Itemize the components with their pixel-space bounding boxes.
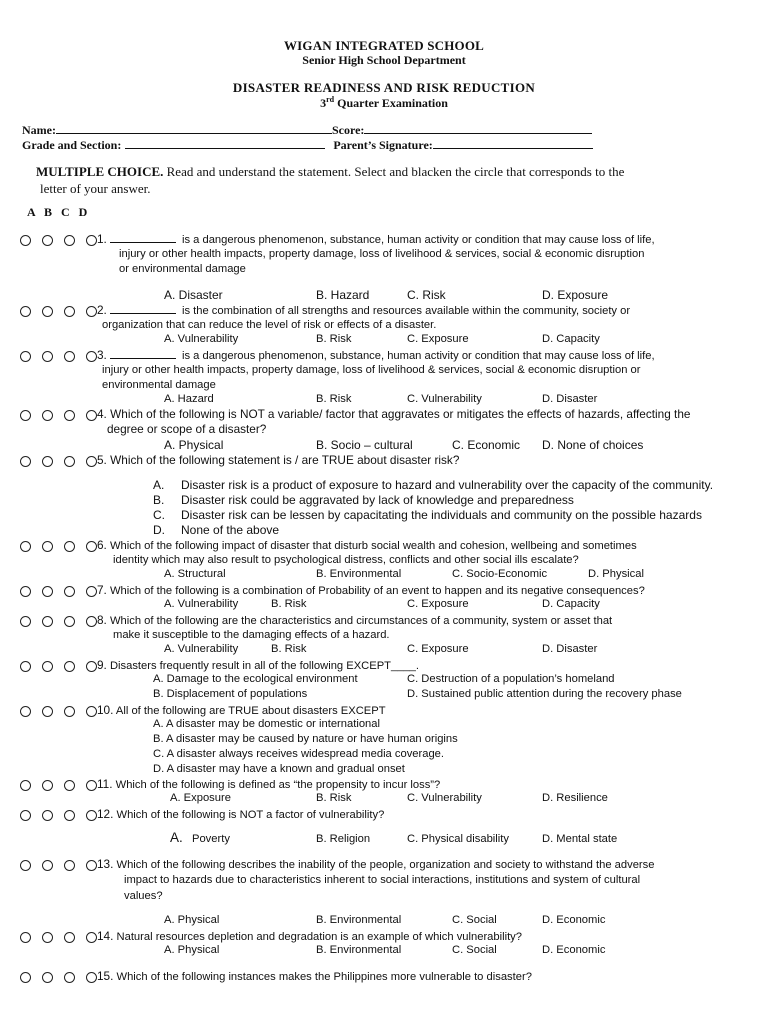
answer-bubbles [20, 585, 108, 600]
question-number: 15. [97, 969, 114, 983]
question-3-line2: injury or other health impacts, property damage, loss of livelihood & services, social & economic disruption or [102, 364, 641, 376]
choice-d: D. Disaster [542, 393, 598, 405]
bubble-d[interactable] [86, 706, 97, 717]
question-5-line1 [97, 453, 459, 468]
quarter-suffix: rd [326, 95, 335, 104]
choice-b: B. Risk [316, 333, 352, 345]
choice-b: Disaster risk could be aggravated by lack of knowledge and preparedness [181, 493, 574, 507]
bubble-b[interactable] [42, 661, 53, 672]
name-field[interactable] [56, 122, 332, 134]
bubble-c[interactable] [64, 932, 75, 943]
bubble-a[interactable] [20, 780, 31, 791]
bubble-d[interactable] [86, 306, 97, 317]
choice-c-letter: C. [153, 508, 165, 522]
bubble-d[interactable] [86, 780, 97, 791]
choice-a: A. Damage to the ecological environment [153, 673, 358, 685]
choice-a-letter: A. [153, 478, 165, 492]
choice-d: D. Capacity [542, 598, 600, 610]
question-text: is the combination of all strengths and resources available within the community, society or [181, 305, 631, 317]
choice-c: C. Social [452, 944, 497, 956]
choice-d: D. Economic [542, 914, 606, 926]
score-label: Score: [331, 123, 365, 137]
parent-signature-label: Parent’s Signature: [333, 138, 433, 152]
question-3-line1 [97, 348, 655, 364]
choice-d: D. Exposure [542, 288, 609, 302]
question-number: 4. [97, 407, 107, 421]
answer-bubbles [20, 350, 108, 365]
choice-b: B. Socio – cultural [316, 438, 413, 452]
answer-bubbles [20, 931, 108, 946]
bubble-b[interactable] [42, 456, 53, 467]
bubble-a[interactable] [20, 456, 31, 467]
bubble-d[interactable] [86, 541, 97, 552]
choice-d: D. Economic [542, 944, 606, 956]
answer-bubbles [20, 455, 108, 470]
choice-b: B. Religion [316, 833, 371, 845]
bubble-a[interactable] [20, 932, 31, 943]
bubble-a[interactable] [20, 235, 31, 246]
bubble-d[interactable] [86, 932, 97, 943]
question-9-line1 [97, 658, 419, 674]
question-11-line1 [97, 777, 440, 793]
choice-c: C. Social [452, 914, 497, 926]
bubble-c[interactable] [64, 586, 75, 597]
bubble-b[interactable] [42, 932, 53, 943]
question-number: 8. [97, 613, 107, 627]
bubble-b[interactable] [42, 306, 53, 317]
question-text: Disasters frequently result in all of the following EXCEPT____. [109, 660, 420, 672]
answer-bubbles [20, 971, 108, 986]
choice-c: C. Socio-Economic [452, 568, 548, 580]
question-number: 11. [97, 777, 113, 791]
choice-d: D. Physical [588, 568, 644, 580]
question-2-line2: organization that can reduce the level of risk or effects of a disaster. [102, 319, 437, 331]
question-10-line1 [97, 703, 386, 719]
choice-a: A. Physical [164, 944, 220, 956]
question-number: 7. [97, 583, 107, 597]
quarter-text: Quarter Examination [337, 96, 448, 110]
bubble-c[interactable] [64, 616, 75, 627]
choice-a: Disaster risk is a product of exposure to hazard and vulnerability over the capacity of the community. [181, 478, 714, 492]
question-text: Which of the following is NOT a variable/ factor that aggravates or mitigates the effects of hazards, affecting the [110, 407, 691, 421]
answer-bubbles [20, 779, 108, 794]
answer-column-header: A B C D [27, 205, 88, 219]
question-13-line3: values? [124, 890, 163, 902]
bubble-b[interactable] [42, 810, 53, 821]
name-row [22, 122, 592, 138]
choice-b: B. A disaster may be caused by nature or have human origins [153, 733, 458, 745]
instructions-line1 [36, 164, 624, 180]
choice-d: D. Mental state [542, 833, 618, 845]
question-1-line3: or environmental damage [119, 263, 246, 275]
choice-d-letter: D. [153, 523, 165, 537]
instructions-text1: Read and understand the statement. Select and blacken the circle that corresponds to the [166, 164, 625, 179]
question-text: Which of the following is defined as “the propensity to incur loss”? [115, 779, 441, 791]
choice-c: C. A disaster always receives widespread media coverage. [153, 748, 445, 760]
bubble-c[interactable] [64, 810, 75, 821]
question-number: 14. [97, 929, 114, 943]
bubble-c[interactable] [64, 972, 75, 983]
choice-a: A. Physical [164, 438, 224, 452]
bubble-c[interactable] [64, 456, 75, 467]
choice-a: A. Vulnerability [164, 598, 239, 610]
choice-b: B. Displacement of populations [153, 688, 308, 700]
question-number: 5. [97, 453, 107, 467]
question-text: Which of the following are the characteristics and circumstances of a community, system or asset that [109, 615, 613, 627]
choice-c: C. Exposure [407, 333, 469, 345]
grade-row [22, 137, 593, 153]
choice-c: Disaster risk can be lessen by capacitating the individuals and community on the possible hazards [181, 508, 702, 522]
bubble-b[interactable] [42, 586, 53, 597]
bubble-a[interactable] [20, 860, 31, 871]
choice-a: Poverty [192, 833, 230, 845]
bubble-a[interactable] [20, 810, 31, 821]
choice-c: C. Economic [452, 438, 521, 452]
question-8-line2: make it susceptible to the damaging effects of a hazard. [113, 629, 390, 641]
question-6-line1 [97, 538, 637, 554]
question-number: 12. [97, 807, 114, 821]
bubble-a[interactable] [20, 661, 31, 672]
bubble-b[interactable] [42, 541, 53, 552]
question-3-line3: environmental damage [102, 379, 216, 391]
question-text: Which of the following is NOT a factor of vulnerability? [116, 809, 385, 821]
choice-a: A. Vulnerability [164, 643, 239, 655]
question-2-line1 [97, 303, 630, 319]
question-text: Which of the following is a combination of Probability of an event to happen and its negative consequences? [109, 585, 645, 597]
choice-d: D. Disaster [542, 643, 598, 655]
bubble-c[interactable] [64, 306, 75, 317]
answer-bubbles [20, 305, 108, 320]
question-number: 13. [97, 857, 114, 871]
question-1-line2: injury or other health impacts, property damage, loss of livelihood & services, social & economic disruption [119, 248, 645, 260]
answer-bubbles [20, 234, 108, 249]
bubble-a[interactable] [20, 586, 31, 597]
choice-d: None of the above [181, 523, 280, 537]
bubble-d[interactable] [86, 661, 97, 672]
choice-b: B. Risk [271, 643, 307, 655]
question-text: All of the following are TRUE about disasters EXCEPT [115, 705, 386, 717]
bubble-d[interactable] [86, 972, 97, 983]
question-7-line1 [97, 583, 645, 599]
choice-d: D. Resilience [542, 792, 608, 804]
choice-c: C. Exposure [407, 598, 469, 610]
bubble-d[interactable] [86, 586, 97, 597]
quarter-title [0, 95, 768, 111]
bubble-a[interactable] [20, 541, 31, 552]
question-text: is a dangerous phenomenon, substance, human activity or condition that may cause loss of life, [181, 234, 655, 246]
choice-c: C. Vulnerability [407, 393, 482, 405]
bubble-c[interactable] [64, 780, 75, 791]
choice-b: B. Risk [316, 792, 352, 804]
question-text: is a dangerous phenomenon, substance, human activity or condition that may cause loss of life, [181, 350, 655, 362]
bubble-a[interactable] [20, 306, 31, 317]
answer-blank [110, 232, 176, 243]
answer-bubbles [20, 809, 108, 824]
question-15-line1 [97, 969, 532, 985]
answer-bubbles [20, 615, 108, 630]
choice-b-letter: B. [153, 493, 165, 507]
choice-d: D. A disaster may have a known and gradual onset [153, 763, 405, 775]
grade-section-field[interactable] [125, 137, 325, 149]
bubble-c[interactable] [64, 541, 75, 552]
question-13-line1 [97, 857, 654, 873]
choice-a: A. Disaster [164, 288, 223, 302]
question-12-line1 [97, 807, 384, 823]
answer-bubbles [20, 705, 108, 720]
name-label: Name: [22, 123, 56, 137]
bubble-c[interactable] [64, 661, 75, 672]
bubble-c[interactable] [64, 410, 75, 421]
question-4-line2: degree or scope of a disaster? [107, 422, 267, 436]
bubble-b[interactable] [42, 235, 53, 246]
bubble-d[interactable] [86, 351, 97, 362]
answer-bubbles [20, 859, 108, 874]
bubble-c[interactable] [64, 706, 75, 717]
choice-a: A. Hazard [164, 393, 214, 405]
bubble-a[interactable] [20, 972, 31, 983]
bubble-b[interactable] [42, 616, 53, 627]
question-6-line2: identity which may also result to psychological distress, conflicts and other social ills escalate? [113, 554, 579, 566]
choice-a: A. Exposure [170, 792, 231, 804]
bubble-a[interactable] [20, 616, 31, 627]
choice-b: B. Environmental [316, 944, 402, 956]
choice-c: C. Destruction of a population’s homeland [407, 673, 615, 685]
bubble-d[interactable] [86, 456, 97, 467]
choice-b: B. Risk [271, 598, 307, 610]
department-name: Senior High School Department [302, 53, 466, 67]
instructions-line2: letter of your answer. [40, 181, 151, 196]
bubble-c[interactable] [64, 235, 75, 246]
bubble-a[interactable] [20, 706, 31, 717]
question-text: Natural resources depletion and degradation is an example of which vulnerability? [116, 931, 522, 943]
bubble-a[interactable] [20, 410, 31, 421]
question-number: 9. [97, 658, 107, 672]
score-field[interactable] [364, 122, 592, 134]
choice-a-letter: A. [170, 830, 183, 845]
bubble-c[interactable] [64, 860, 75, 871]
choice-a: A. A disaster may be domestic or international [153, 718, 380, 730]
bubble-b[interactable] [42, 972, 53, 983]
bubble-d[interactable] [86, 616, 97, 627]
choice-a: A. Vulnerability [164, 333, 239, 345]
question-14-line1 [97, 929, 522, 945]
question-number: 6. [97, 538, 107, 552]
choice-c: C. Exposure [407, 643, 469, 655]
choice-b: B. Environmental [316, 568, 402, 580]
question-text: Which of the following describes the inability of the people, organization and society to withstand the adverse [116, 859, 655, 871]
bubble-d[interactable] [86, 860, 97, 871]
choice-d: D. None of choices [542, 438, 644, 452]
bubble-d[interactable] [86, 410, 97, 421]
bubble-d[interactable] [86, 810, 97, 821]
instructions-title: MULTIPLE CHOICE. [36, 164, 164, 179]
question-1-line1 [97, 232, 655, 248]
bubble-d[interactable] [86, 235, 97, 246]
question-number: 3. [97, 348, 107, 362]
answer-blank [110, 303, 176, 314]
answer-bubbles [20, 409, 108, 424]
choice-a: A. Structural [164, 568, 226, 580]
question-text: Which of the following statement is / are TRUE about disaster risk? [110, 453, 460, 467]
question-13-line2: impact to hazards due to characteristics inherent to social interactions, institutions and system of cultural [124, 874, 641, 886]
grade-section-label: Grade and Section: [22, 138, 122, 152]
bubble-b[interactable] [42, 706, 53, 717]
choice-c: C. Risk [407, 288, 446, 302]
question-number: 1. [97, 232, 107, 246]
choice-b: B. Risk [316, 393, 352, 405]
subject-title: DISASTER READINESS AND RISK REDUCTION [232, 80, 536, 95]
choice-d: D. Sustained public attention during the recovery phase [407, 688, 682, 700]
question-8-line1 [97, 613, 612, 629]
question-4-line1 [97, 407, 690, 422]
bubble-c[interactable] [64, 351, 75, 362]
question-text: Which of the following instances makes the Philippines more vulnerable to disaster? [116, 971, 532, 983]
bubble-b[interactable] [42, 351, 53, 362]
choice-b: B. Environmental [316, 914, 402, 926]
bubble-a[interactable] [20, 351, 31, 362]
choice-c: C. Physical disability [407, 833, 509, 845]
parent-signature-field[interactable] [433, 137, 593, 149]
school-name: WIGAN INTEGRATED SCHOOL [283, 38, 485, 53]
choice-a: A. Physical [164, 914, 220, 926]
bubble-b[interactable] [42, 860, 53, 871]
answer-blank [110, 348, 176, 359]
answer-bubbles [20, 540, 108, 555]
answer-bubbles [20, 660, 108, 675]
bubble-b[interactable] [42, 780, 53, 791]
question-number: 2. [97, 303, 107, 317]
choice-b: B. Hazard [316, 288, 370, 302]
quarter-number: 3 [320, 96, 327, 110]
question-number: 10. [97, 703, 114, 717]
question-text: Which of the following impact of disaster that disturb social wealth and cohesion, wellbeing and sometimes [109, 540, 637, 552]
choice-d: D. Capacity [542, 333, 600, 345]
choice-c: C. Vulnerability [407, 792, 482, 804]
bubble-b[interactable] [42, 410, 53, 421]
